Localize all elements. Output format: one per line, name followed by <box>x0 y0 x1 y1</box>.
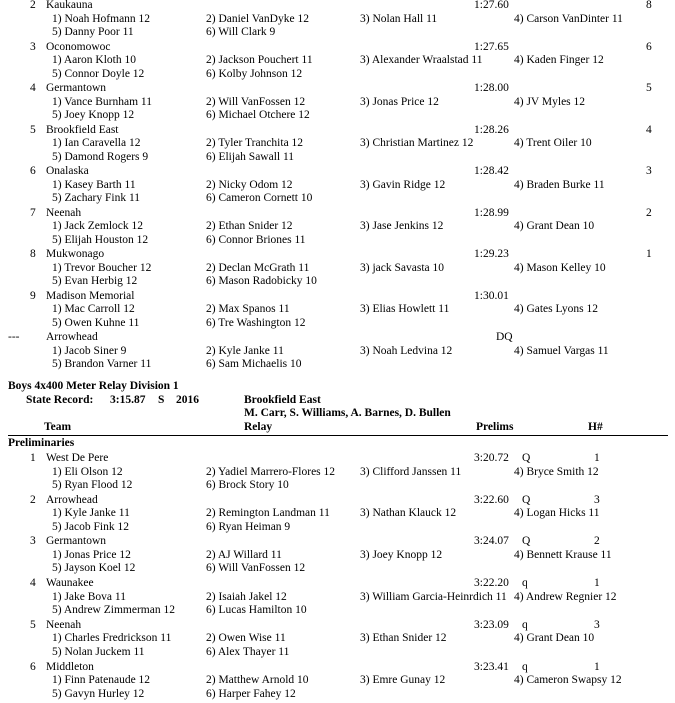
header-divider <box>8 435 668 436</box>
runner-name: 5) Ryan Flood 12 <box>52 479 133 491</box>
runner-name: 3) Nathan Klauck 12 <box>360 507 457 520</box>
runner-name: 4) Mason Kelley 10 <box>514 261 606 274</box>
heat-number: 1 <box>594 660 600 673</box>
qualifier-mark: Q <box>522 493 531 506</box>
runner-name: 4) Logan Hicks 11 <box>514 507 600 520</box>
runner-name: 2) Yadiel Marrero-Flores 12 <box>206 465 336 478</box>
runner-name: 5) Brandon Varner 11 <box>52 358 152 370</box>
runner-name: 5) Joey Knopp 12 <box>52 109 135 121</box>
team-points: 2 <box>646 206 652 219</box>
runner-name: 1) Trevor Boucher 12 <box>52 261 152 274</box>
team-time: 1:29.23 <box>474 248 509 260</box>
runner-name: 1) Ian Caravella 12 <box>52 137 141 149</box>
team-place: 2 <box>30 493 36 506</box>
team-name: Waunakee <box>46 577 94 590</box>
runner-name: 1) Aaron Kloth 10 <box>52 54 137 66</box>
team-time: 3:20.72 <box>474 452 509 464</box>
runner-name: 3) Ethan Snider 12 <box>360 632 447 645</box>
runner-name: 5) Jacob Fink 12 <box>52 520 129 533</box>
runner-name: 5) Gavyn Hurley 12 <box>52 687 145 700</box>
team-time: 1:27.60 <box>474 0 509 11</box>
team-name: Germantown <box>46 535 107 548</box>
qualifier-mark: q <box>522 660 528 673</box>
team-time: 1:28.00 <box>474 82 509 94</box>
state-record-team: Brookfield East <box>244 394 321 406</box>
runner-name: 6) Cameron Cornett 10 <box>206 192 313 204</box>
runner-name: 3) Elias Howlett 11 <box>360 303 450 315</box>
team-points: 1 <box>646 248 652 260</box>
heat-number: 3 <box>594 493 600 506</box>
qualifier-mark: Q <box>522 452 531 464</box>
runner-name: 1) Jack Zemlock 12 <box>52 220 144 232</box>
runner-name: 5) Zachary Fink 11 <box>52 192 141 204</box>
state-record-flag: S <box>158 394 165 406</box>
runner-name: 2) Remington Landman 11 <box>206 507 330 520</box>
runner-name: 2) Nicky Odom 12 <box>206 178 293 191</box>
runner-name: 6) Will Clark 9 <box>206 26 276 38</box>
runner-name: 4) Carson VanDinter 11 <box>514 12 623 25</box>
runner-name: 1) Kyle Janke 11 <box>52 507 130 520</box>
runner-name: 6) Harper Fahey 12 <box>206 687 296 700</box>
team-name: Oconomowoc <box>46 40 111 53</box>
team-points: 3 <box>646 165 652 177</box>
qualifier-mark: Q <box>522 535 531 548</box>
event-title: Boys 4x400 Meter Relay Division 1 <box>8 380 179 392</box>
runner-name: 1) Jonas Price 12 <box>52 548 131 561</box>
runner-name: 4) Samuel Vargas 11 <box>514 344 609 357</box>
runner-name: 6) Michael Otchere 12 <box>206 109 310 121</box>
runner-name: 1) Kasey Barth 11 <box>52 178 136 191</box>
heat-number: 3 <box>594 618 600 631</box>
runner-name: 5) Connor Doyle 12 <box>52 67 145 80</box>
runner-name: 5) Danny Poor 11 <box>52 26 134 38</box>
team-time: 1:27.65 <box>474 40 509 53</box>
runner-name: 5) Elijah Houston 12 <box>52 233 149 246</box>
team-place: 4 <box>30 82 36 94</box>
team-time: DQ <box>496 331 513 343</box>
team-name: Neenah <box>46 618 82 631</box>
runner-name: 2) Jackson Pouchert 11 <box>206 54 313 66</box>
runner-name: 3) Gavin Ridge 12 <box>360 178 446 191</box>
runner-name: 4) Braden Burke 11 <box>514 178 605 191</box>
runner-name: 5) Evan Herbig 12 <box>52 275 138 287</box>
runner-name: 3) William Garcia-Heinrdich 11 <box>360 590 507 603</box>
runner-name: 4) Grant Dean 10 <box>514 632 595 645</box>
runner-name: 6) Connor Briones 11 <box>206 233 306 246</box>
team-name: Germantown <box>46 82 107 94</box>
runner-name: 1) Noah Hofmann 12 <box>52 12 151 25</box>
team-name: Mukwonago <box>46 248 105 260</box>
team-name: Kaukauna <box>46 0 93 11</box>
runner-name: 6) Mason Radobicky 10 <box>206 275 317 287</box>
team-place: 6 <box>30 165 36 177</box>
runner-name: 2) Kyle Janke 11 <box>206 344 284 357</box>
runner-name: 3) jack Savasta 10 <box>360 261 444 274</box>
team-place: 3 <box>30 535 36 548</box>
team-name: Arrowhead <box>46 493 98 506</box>
team-place: 8 <box>30 248 36 260</box>
runner-name: 5) Owen Kuhne 11 <box>52 316 140 329</box>
runner-name: 3) Emre Gunay 12 <box>360 674 446 686</box>
runner-name: 6) Sam Michaelis 10 <box>206 358 302 370</box>
team-place: 3 <box>30 40 36 53</box>
team-points: 8 <box>646 0 652 11</box>
team-place: 9 <box>30 289 36 302</box>
team-place: 5 <box>30 123 36 136</box>
team-place: --- <box>8 331 20 343</box>
team-place: 2 <box>30 0 36 11</box>
runner-name: 4) Gates Lyons 12 <box>514 303 599 315</box>
state-record-year: 2016 <box>176 394 199 406</box>
runner-name: 2) Owen Wise 11 <box>206 632 286 645</box>
team-name: Middleton <box>46 660 94 673</box>
runner-name: 3) Noah Ledvina 12 <box>360 344 453 357</box>
state-record-label: State Record: <box>26 394 94 406</box>
team-name: Madison Memorial <box>46 289 135 302</box>
runner-name: 6) Will VanFossen 12 <box>206 562 306 575</box>
heat-number: 2 <box>594 535 600 548</box>
runner-name: 2) AJ Willard 11 <box>206 548 282 561</box>
runner-name: 4) JV Myles 12 <box>514 95 586 108</box>
runner-name: 5) Jayson Koel 12 <box>52 562 136 575</box>
team-points: 5 <box>646 82 652 94</box>
runner-name: 6) Brock Story 10 <box>206 479 289 491</box>
team-name: West De Pere <box>46 452 109 464</box>
runner-name: 2) Matthew Arnold 10 <box>206 674 309 686</box>
qualifier-mark: q <box>522 618 528 631</box>
runner-name: 4) Bryce Smith 12 <box>514 465 599 478</box>
runner-name: 5) Nolan Juckem 11 <box>52 645 145 658</box>
runner-name: 6) Tre Washington 12 <box>206 316 306 329</box>
team-name: Arrowhead <box>46 331 98 343</box>
runner-name: 2) Tyler Tranchita 12 <box>206 137 304 149</box>
runner-name: 3) Jonas Price 12 <box>360 95 439 108</box>
col-header-prelims: Prelims <box>476 421 514 433</box>
runner-name: 6) Ryan Heiman 9 <box>206 520 291 533</box>
team-name: Onalaska <box>46 165 89 177</box>
runner-name: 4) Kaden Finger 12 <box>514 54 604 66</box>
runner-name: 2) Declan McGrath 11 <box>206 261 310 274</box>
team-points: 4 <box>646 123 652 136</box>
state-record-runners: M. Carr, S. Williams, A. Barnes, D. Bullen <box>244 407 451 419</box>
team-time: 3:22.60 <box>474 493 509 506</box>
team-place: 4 <box>30 577 36 590</box>
runner-name: 4) Grant Dean 10 <box>514 220 595 232</box>
team-time: 3:23.41 <box>474 660 509 673</box>
runner-name: 4) Bennett Krause 11 <box>514 548 612 561</box>
heat-number: 1 <box>594 452 600 464</box>
team-place: 7 <box>30 206 36 219</box>
col-header-relay: Relay <box>244 421 273 433</box>
team-points: 6 <box>646 40 652 53</box>
runner-name: 3) Jase Jenkins 12 <box>360 220 444 232</box>
runner-name: 5) Damond Rogers 9 <box>52 150 149 163</box>
runner-name: 1) Jacob Siner 9 <box>52 344 127 357</box>
team-time: 1:30.01 <box>474 289 509 302</box>
team-name: Neenah <box>46 206 82 219</box>
team-time: 3:23.09 <box>474 618 509 631</box>
team-time: 1:28.99 <box>474 206 509 219</box>
team-time: 3:22.20 <box>474 577 509 590</box>
runner-name: 1) Vance Burnham 11 <box>52 95 152 108</box>
runner-name: 1) Charles Fredrickson 11 <box>52 632 172 645</box>
team-time: 1:28.26 <box>474 123 509 136</box>
runner-name: 2) Ethan Snider 12 <box>206 220 293 232</box>
team-time: 1:28.42 <box>474 165 509 177</box>
runner-name: 2) Daniel VanDyke 12 <box>206 12 309 25</box>
team-place: 5 <box>30 618 36 631</box>
runner-name: 2) Max Spanos 11 <box>206 303 290 315</box>
team-name: Brookfield East <box>46 123 119 136</box>
runner-name: 3) Clifford Janssen 11 <box>360 465 462 478</box>
runner-name: 1) Eli Olson 12 <box>52 465 123 478</box>
col-header-heat: H# <box>588 421 603 433</box>
runner-name: 3) Alexander Wraalstad 11 <box>360 54 483 66</box>
runner-name: 4) Trent Oiler 10 <box>514 137 592 149</box>
runner-name: 3) Nolan Hall 11 <box>360 12 438 25</box>
runner-name: 3) Joey Knopp 12 <box>360 548 443 561</box>
runner-name: 1) Mac Carroll 12 <box>52 303 135 315</box>
runner-name: 6) Alex Thayer 11 <box>206 645 290 658</box>
runner-name: 5) Andrew Zimmerman 12 <box>52 604 175 617</box>
runner-name: 4) Cameron Swapsy 12 <box>514 674 622 686</box>
runner-name: 6) Elijah Sawall 11 <box>206 150 295 163</box>
team-place: 1 <box>30 452 36 464</box>
qualifier-mark: q <box>522 577 528 590</box>
runner-name: 1) Jake Bova 11 <box>52 590 126 603</box>
state-record-time: 3:15.87 <box>110 394 146 406</box>
runner-name: 1) Finn Patenaude 12 <box>52 674 151 686</box>
runner-name: 6) Lucas Hamilton 10 <box>206 604 307 617</box>
runner-name: 2) Will VanFossen 12 <box>206 95 306 108</box>
runner-name: 4) Andrew Regnier 12 <box>514 590 617 603</box>
section-title: Preliminaries <box>8 437 75 449</box>
runner-name: 2) Isaiah Jakel 12 <box>206 590 287 603</box>
runner-name: 3) Christian Martinez 12 <box>360 137 474 149</box>
team-place: 6 <box>30 660 36 673</box>
heat-number: 1 <box>594 577 600 590</box>
col-header-team: Team <box>44 421 72 433</box>
team-time: 3:24.07 <box>474 535 509 548</box>
runner-name: 6) Kolby Johnson 12 <box>206 67 303 80</box>
